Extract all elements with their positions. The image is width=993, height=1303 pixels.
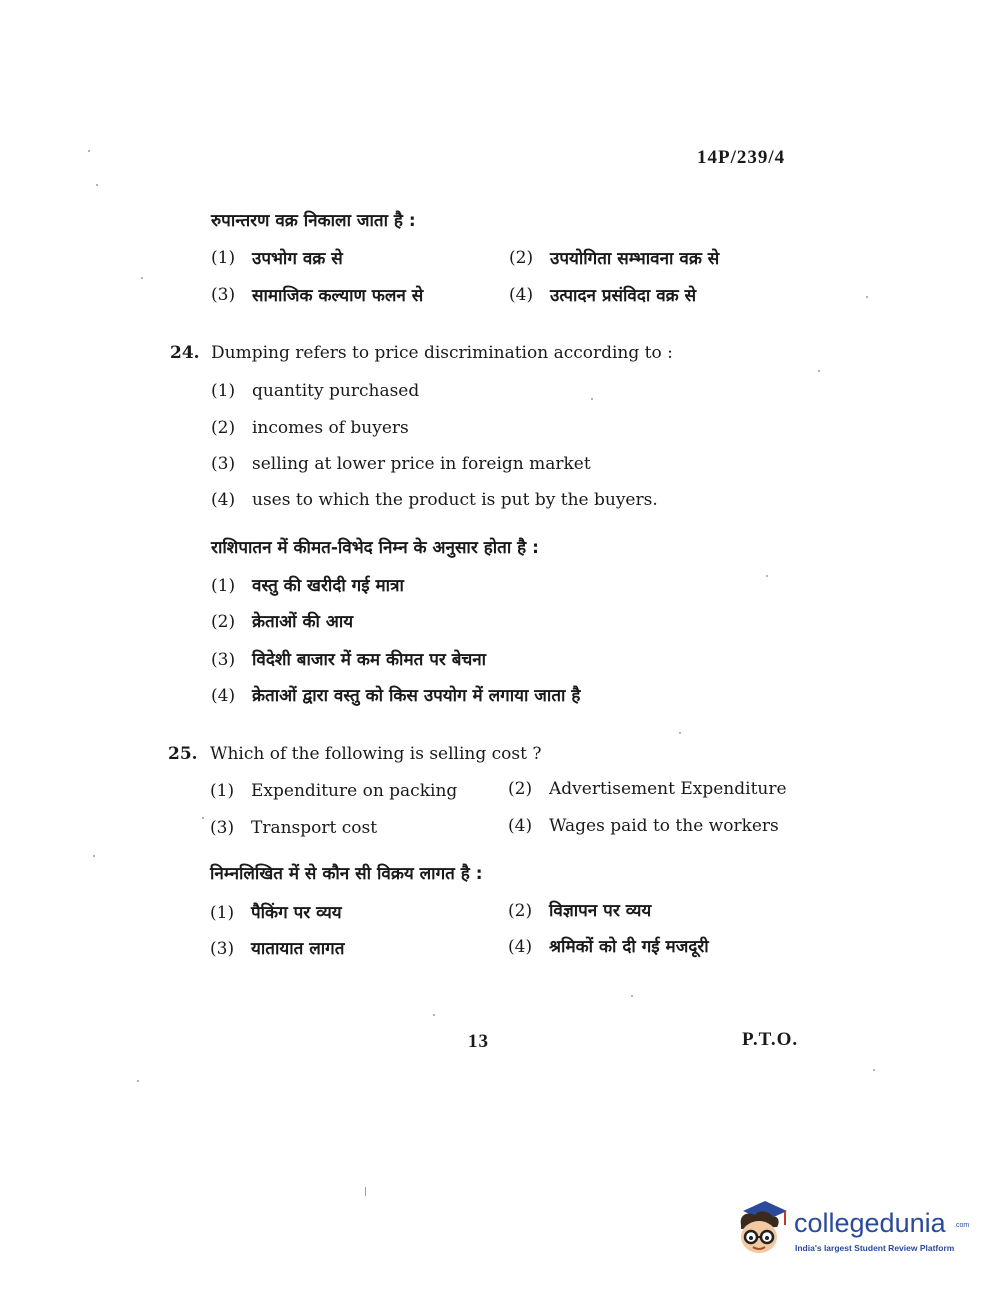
q25-hindi-opt3-text: यातायात लागत [251,939,345,959]
q24-number: 24. [170,343,200,363]
q24-hindi-opt2-num: (2) [211,612,236,632]
scan-speck [873,1069,875,1071]
q24-opt2-num: (2) [211,418,236,438]
q24-hindi-opt2-text: क्रेताओं की आय [252,612,354,632]
q24-hindi-opt3-text: विदेशी बाजार में कम कीमत पर बेचना [252,650,487,670]
q24-opt1-num: (1) [211,381,236,401]
mascot-icon [733,1195,791,1255]
q24-opt4-text: uses to which the product is put by the buyers. [252,490,658,510]
q25-opt2-num: (2) [508,779,533,799]
page-number: 13 [468,1031,489,1052]
q24-hindi-stem: राशिपातन में कीमत-विभेद निम्न के अनुसार होता है : [211,538,539,558]
scan-speck [365,1187,366,1196]
q25-hindi-opt4-text: श्रमिकों को दी गई मजदूरी [549,937,709,957]
q25-hindi-opt2-text: विज्ञापन पर व्यय [549,901,652,921]
logo-domain: .com [954,1222,970,1229]
q24-hindi-opt4-num: (4) [211,686,236,706]
pto-label: P.T.O. [742,1029,799,1050]
q23-opt3-text: सामाजिक कल्याण फलन से [252,286,424,306]
scan-speck [93,855,95,857]
q23-opt1-num: (1) [211,248,236,268]
collegedunia-watermark [733,1195,968,1257]
q24-hindi-opt1-num: (1) [211,576,236,596]
q25-hindi-opt3-num: (3) [210,939,235,959]
q25-opt3-text: Transport cost [251,818,378,838]
q25-opt4-text: Wages paid to the workers [549,816,779,836]
q23-opt3-num: (3) [211,285,236,305]
q24-hindi-opt1-text: वस्तु की खरीदी गई मात्रा [252,576,404,596]
q23-opt2-num: (2) [509,248,534,268]
q25-hindi-opt2-num: (2) [508,901,533,921]
q23-hindi-stem: रुपान्तरण वक्र निकाला जाता है : [211,211,416,231]
q23-opt4-text: उत्पादन प्रसंविदा वक्र से [550,286,697,306]
logo-tagline: India's largest Student Review Platform [795,1243,955,1253]
q25-opt4-num: (4) [508,816,533,836]
q25-hindi-stem: निम्नलिखित में से कौन सी विक्रय लागत है : [210,864,483,884]
scan-speck [202,817,204,819]
q25-hindi-opt1-num: (1) [210,903,235,923]
q23-opt2-text: उपयोगिता सम्भावना वक्र से [550,249,720,269]
scan-speck [631,995,633,997]
scan-speck [818,370,820,372]
paper-code: 14P/239/4 [697,147,786,168]
scan-speck [679,732,681,734]
q25-hindi-opt1-text: पैकिंग पर व्यय [251,903,342,923]
logo-brand: collegedunia [794,1208,946,1238]
q25-opt3-num: (3) [210,818,235,838]
q23-opt1-text: उपभोग वक्र से [252,249,343,269]
q25-opt2-text: Advertisement Expenditure [549,779,787,799]
q24-hindi-opt3-num: (3) [211,650,236,670]
q24-opt4-num: (4) [211,490,236,510]
scan-speck [88,150,90,152]
scan-speck [766,575,768,577]
scan-speck [137,1080,139,1082]
q24-hindi-opt4-text: क्रेताओं द्वारा वस्तु को किस उपयोग में लगाया जाता है [252,686,581,706]
q24-opt3-text: selling at lower price in foreign market [252,454,591,474]
scan-speck [96,184,98,186]
q24-stem: Dumping refers to price discrimination according to : [211,343,673,363]
q25-opt1-num: (1) [210,781,235,801]
q24-opt1-text: quantity purchased [252,381,420,401]
q25-number: 25. [168,744,198,764]
q25-hindi-opt4-num: (4) [508,937,533,957]
q25-opt1-text: Expenditure on packing [251,781,458,801]
scan-speck [866,296,868,298]
q25-stem: Which of the following is selling cost ? [210,744,542,764]
q24-opt3-num: (3) [211,454,236,474]
scan-speck [591,398,593,400]
scan-speck [141,277,143,279]
q24-opt2-text: incomes of buyers [252,418,409,438]
q23-opt4-num: (4) [509,285,534,305]
scan-speck [433,1014,435,1016]
